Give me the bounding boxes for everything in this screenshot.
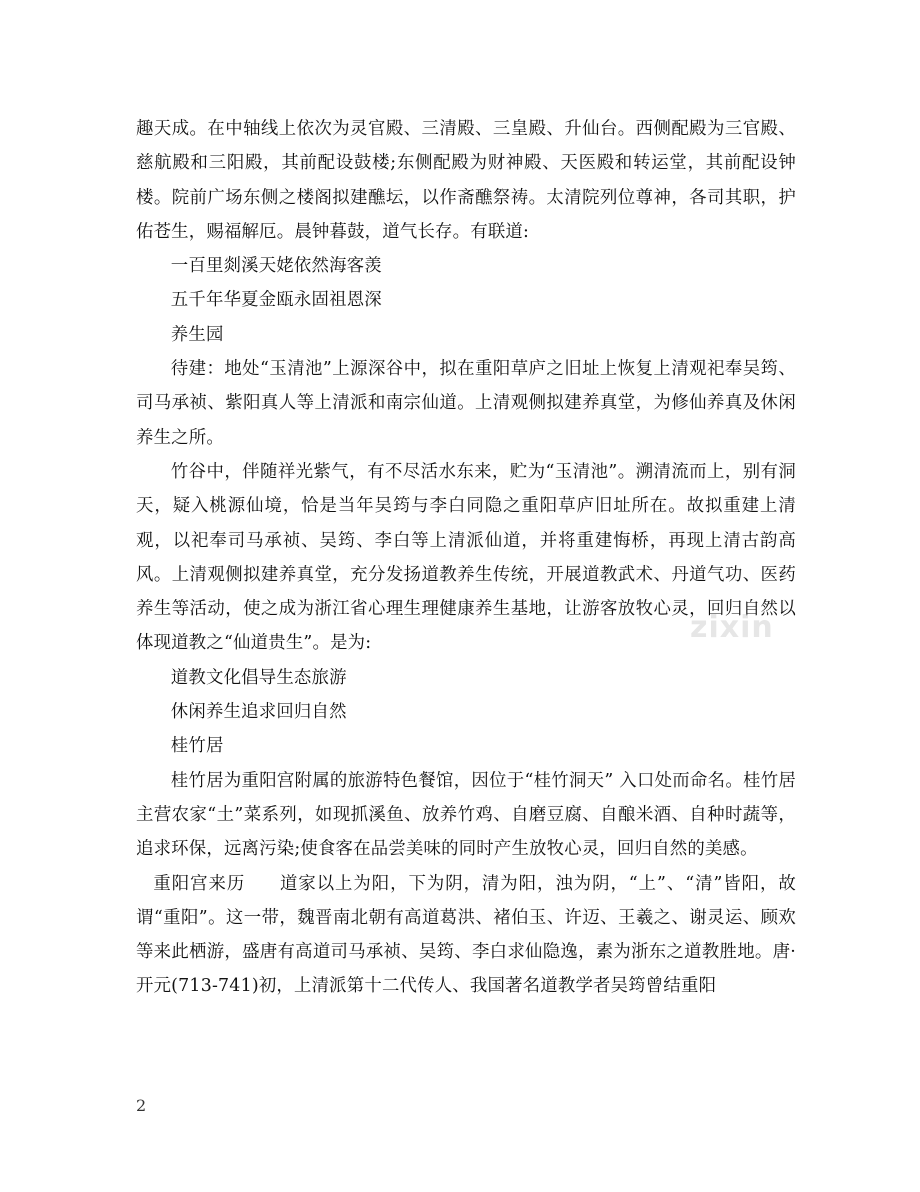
paragraph-pending-construction: 待建：地处“玉清池”上源深谷中，拟在重阳草庐之旧址上恢复上清观祀奉吴筠、司马承祯、紫阳真人等上清派和南宗仙道。上清观侧拟建养真堂，为修仙养真及休闲养生之所。 bbox=[136, 359, 796, 448]
paragraph-origin-text: 道家以上为阳，下为阴，清为阳，浊为阴，“上”、“清”皆阳，故谓“重阳”。这一带，魏晋南北朝有高道葛洪、褚伯玉、许迈、王羲之、谢灵运、顾欢等来此栖游，盛唐有高道司马承祯、吴筠、李白求仙隐逸，素为浙东之道教胜地。唐·开元(713-741)初，上清派第十二代传人、我国著名道教学者吴筠曾结重阳 bbox=[136, 873, 796, 997]
paragraph-origin bbox=[136, 867, 796, 1004]
couplet-line-3: 道教文化倡导生态旅游 bbox=[170, 667, 347, 688]
couplet-line-4: 休闲养生追求回归自然 bbox=[170, 702, 347, 723]
paragraph-bamboo-valley: 竹谷中，伴随祥光紫气，有不尽活水东来，贮为“玉清池”。溯清流而上，别有洞天，疑入桃源仙境，恰是当年吴筠与李白同隐之重阳草庐旧址所在。故拟重建上清观，以祀奉司马承祯、吴筠、李白等上清派仙道，并将重建悔桥，再现上清古韵高风。上清观侧拟建养真堂，充分发扬道教养生传统，开展道教武术、丹道气功、医药养生等活动，使之成为浙江省心理生理健康养生基地，让游客放牧心灵，回归自然以体现道教之“仙道贵生”。是为: bbox=[136, 461, 796, 654]
section-heading-origin: 重阳宫来历 bbox=[153, 873, 246, 894]
paragraph-guizhuju: 桂竹居为重阳宫附属的旅游特色餐馆，因位于“桂竹洞天” 入口处而命名。桂竹居主营农家“土”菜系列，如现抓溪鱼、放养竹鸡、自磨豆腐、自酿米酒、自种时蔬等，追求环保，远离污染;使食客在品尝美味的同时产生放牧心灵，回归自然的美感。 bbox=[136, 770, 796, 860]
page-number: 2 bbox=[136, 1096, 147, 1115]
couplet-line-1: 一百里剡溪天姥依然海客羡 bbox=[170, 256, 382, 277]
couplet-line-2: 五千年华夏金瓯永固祖恩深 bbox=[170, 290, 382, 311]
document-body bbox=[136, 112, 796, 1004]
section-heading-yangshengyuan: 养生园 bbox=[170, 324, 224, 345]
section-heading-guizhuju: 桂竹居 bbox=[170, 736, 224, 757]
paragraph-intro: 趣天成。在中轴线上依次为灵官殿、三清殿、三皇殿、升仙台。西侧配殿为三官殿、慈航殿和三阳殿，其前配设鼓楼;东侧配殿为财神殿、天医殿和转运堂，其前配设钟楼。院前广场东侧之楼阁拟建醮坛，以作斋醮祭祷。太清院列位尊神，各司其职，护佑苍生，赐福解厄。晨钟暮鼓，道气长存。有联道: bbox=[136, 119, 796, 242]
watermark-logo: zixin bbox=[690, 610, 774, 645]
